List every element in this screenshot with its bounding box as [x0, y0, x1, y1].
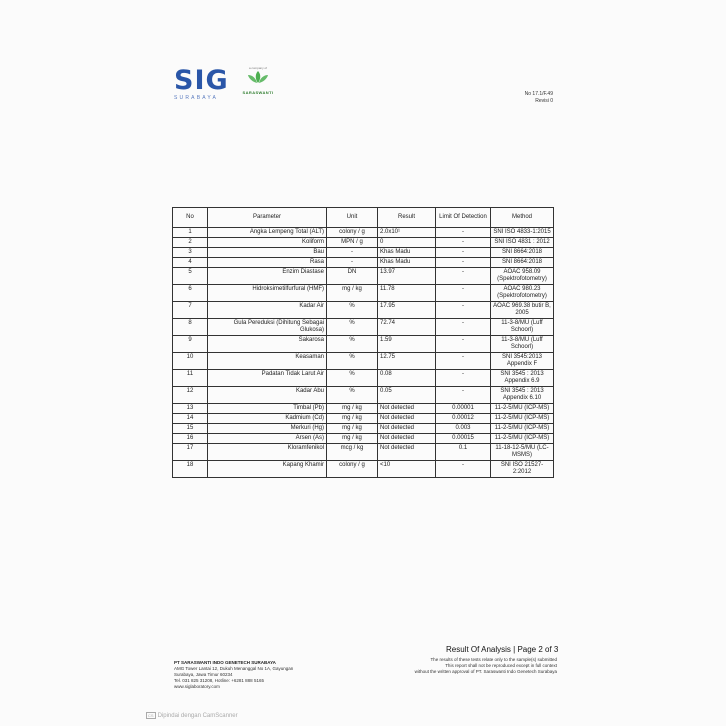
cell-parameter: Angka Lempeng Total (ALT) [208, 228, 327, 238]
header-no: No [173, 208, 208, 228]
cell-unit: % [327, 302, 378, 319]
table-row [173, 434, 554, 444]
cell-unit: mg / kg [327, 404, 378, 414]
header-result: Result [378, 208, 436, 228]
company-address-1: AMG Tower Lantai 12, Dukuh Menanggal No 1A, Gayungan [174, 666, 294, 671]
header-parameter: Parameter [208, 208, 327, 228]
cell-unit: colony / g [327, 228, 378, 238]
results-table [172, 207, 554, 478]
cell-result: 1.59 [378, 336, 436, 353]
cell-parameter: Merkuri (Hg) [208, 424, 327, 434]
disclaimer-line-1: The results of these tests relate only to the sample(s) submitted [430, 657, 557, 662]
cell-limit: - [436, 370, 491, 387]
cell-parameter: Timbal (Pb) [208, 404, 327, 414]
cell-no: 5 [173, 268, 208, 285]
cell-unit: mg / kg [327, 434, 378, 444]
cell-result: Not detected [378, 434, 436, 444]
cell-parameter: Hidroksimetilfurfural (HMF) [208, 285, 327, 302]
disclaimer-line-2: This report shall not be reproduced except in full context [445, 663, 557, 668]
cell-parameter: Keasaman [208, 353, 327, 370]
cell-no: 4 [173, 258, 208, 268]
cell-method: 11-18-12-5/MU (LC-MSMS) [491, 444, 554, 461]
cell-unit: % [327, 370, 378, 387]
disclaimer-line-3: without the written approval of PT. Saraswanti Indo Genetech Surabaya [414, 669, 557, 674]
cell-result: 72.74 [378, 319, 436, 336]
cell-no: 3 [173, 248, 208, 258]
cell-method: SNI ISO 4831 : 2012 [491, 238, 554, 248]
cell-limit: - [436, 248, 491, 258]
document-number [500, 91, 553, 105]
camscanner-watermark [146, 712, 238, 719]
table-row [173, 248, 554, 258]
saraswanti-name: SARASWANTI [242, 90, 274, 95]
cell-result: Not detected [378, 404, 436, 414]
cell-no: 8 [173, 319, 208, 336]
cell-method: SNI ISO 21527-2:2012 [491, 461, 554, 478]
cell-result: 0 [378, 238, 436, 248]
table-row [173, 404, 554, 414]
cell-method: SNI 3545 : 2013 Appendix 6.10 [491, 387, 554, 404]
sig-logo-subtitle: SURABAYA [174, 95, 219, 101]
cell-limit: 0.00015 [436, 434, 491, 444]
cell-method: 11-2-5/MU (ICP-MS) [491, 404, 554, 414]
cell-result: Khas Madu [378, 248, 436, 258]
cell-no: 9 [173, 336, 208, 353]
cell-result: <10 [378, 461, 436, 478]
header-limit: Limit Of Detection [436, 208, 491, 228]
company-info [174, 660, 344, 690]
table-row [173, 319, 554, 336]
cell-unit: % [327, 387, 378, 404]
cell-unit: - [327, 248, 378, 258]
company-name: PT SARASWANTI INDO GENETECH SURABAYA [174, 660, 276, 665]
cell-result: 12.75 [378, 353, 436, 370]
cell-parameter: Arsen (As) [208, 434, 327, 444]
table-body [173, 228, 554, 478]
doc-no-text: No 17.1/F.49 [524, 91, 553, 97]
cell-method: 11-2-5/MU (ICP-MS) [491, 414, 554, 424]
leaf-icon [247, 70, 269, 84]
cell-result: Not detected [378, 444, 436, 461]
cell-no: 1 [173, 228, 208, 238]
table-row [173, 387, 554, 404]
cell-parameter: Kadar Abu [208, 387, 327, 404]
cell-method: SNI 8664:2018 [491, 258, 554, 268]
cell-limit: - [436, 319, 491, 336]
company-website: www.siglaboratory.com [174, 684, 220, 689]
cell-unit: mg / kg [327, 285, 378, 302]
company-phone: Tel. 031 825 31208, Hotline: +6281 888 5165 [174, 678, 264, 683]
table-row [173, 302, 554, 319]
cell-method: SNI 3545 : 2013 Appendix 6.9 [491, 370, 554, 387]
cell-method: SNI 8664:2018 [491, 248, 554, 258]
cell-parameter: Kapang Khamir [208, 461, 327, 478]
cell-no: 17 [173, 444, 208, 461]
cell-result: 0.08 [378, 370, 436, 387]
cell-parameter: Koliform [208, 238, 327, 248]
cell-parameter: Sakarosa [208, 336, 327, 353]
cell-no: 11 [173, 370, 208, 387]
cell-method: AOAC 958.09 (Spektrofotometry) [491, 268, 554, 285]
table-row [173, 461, 554, 478]
cell-limit: 0.1 [436, 444, 491, 461]
cell-limit: - [436, 238, 491, 248]
cell-no: 6 [173, 285, 208, 302]
header-method: Method [491, 208, 554, 228]
sig-logo-text: SIG [174, 65, 229, 96]
cell-result: 0.05 [378, 387, 436, 404]
cell-no: 2 [173, 238, 208, 248]
cell-parameter: Enzim Diastase [208, 268, 327, 285]
table-row [173, 370, 554, 387]
cell-result: Not detected [378, 414, 436, 424]
cell-no: 14 [173, 414, 208, 424]
table-row [173, 238, 554, 248]
cell-limit: - [436, 353, 491, 370]
cell-result: 17.95 [378, 302, 436, 319]
report-disclaimer [372, 657, 557, 675]
table-row [173, 228, 554, 238]
cell-method: 11-2-5/MU (ICP-MS) [491, 424, 554, 434]
cell-unit: colony / g [327, 461, 378, 478]
cell-method: AOAC 980.23 (Spektrofotometry) [491, 285, 554, 302]
cell-parameter: Bau [208, 248, 327, 258]
camscanner-icon: CS [148, 713, 154, 718]
table-header-row [173, 208, 554, 228]
table-row [173, 285, 554, 302]
cell-method: 11-3-8/MU (Luff Schoorl) [491, 319, 554, 336]
cell-unit: DN [327, 268, 378, 285]
cell-no: 18 [173, 461, 208, 478]
table-row [173, 258, 554, 268]
cell-result: Khas Madu [378, 258, 436, 268]
cell-method: SNI 3545:2013 Appendix F [491, 353, 554, 370]
sig-logo [174, 67, 229, 101]
table-row [173, 444, 554, 461]
cell-no: 10 [173, 353, 208, 370]
cell-method: AOAC 969.38 butir B, 2005 [491, 302, 554, 319]
table-row [173, 353, 554, 370]
company-address-2: Surabaya, Jawa Timur 60234 [174, 672, 233, 677]
cell-parameter: Rasa [208, 258, 327, 268]
cell-no: 16 [173, 434, 208, 444]
report-page-title: Result Of Analysis | Page 2 of 3 [446, 645, 559, 654]
saraswanti-tagline: a company of [248, 66, 267, 70]
cell-unit: - [327, 258, 378, 268]
cell-limit: - [436, 387, 491, 404]
cell-no: 13 [173, 404, 208, 414]
cell-method: 11-2-5/MU (ICP-MS) [491, 434, 554, 444]
cell-limit: - [436, 285, 491, 302]
revision-text: Revisi 0 [535, 98, 553, 104]
table-row [173, 424, 554, 434]
cell-limit: - [436, 228, 491, 238]
cell-parameter: Kadar Air [208, 302, 327, 319]
cell-unit: mg / kg [327, 424, 378, 434]
table-row [173, 268, 554, 285]
cell-limit: 0.00012 [436, 414, 491, 424]
cell-unit: MPN / g [327, 238, 378, 248]
header-unit: Unit [327, 208, 378, 228]
saraswanti-logo [240, 66, 276, 95]
cell-limit: - [436, 461, 491, 478]
cell-method: 11-3-8/MU (Luff Schoorl) [491, 336, 554, 353]
cell-limit: - [436, 268, 491, 285]
cell-unit: mg / kg [327, 414, 378, 424]
camscanner-text: Dipindai dengan CamScanner [157, 713, 238, 719]
cell-limit: - [436, 302, 491, 319]
cell-parameter: Kloramfenikol [208, 444, 327, 461]
cell-limit: 0.003 [436, 424, 491, 434]
cell-unit: % [327, 353, 378, 370]
cell-result: Not detected [378, 424, 436, 434]
cell-unit: % [327, 319, 378, 336]
cell-result: 2.0x10¹ [378, 228, 436, 238]
cell-unit: % [327, 336, 378, 353]
cell-limit: 0.00001 [436, 404, 491, 414]
cell-method: SNI ISO 4833-1:2015 [491, 228, 554, 238]
cell-no: 15 [173, 424, 208, 434]
cell-parameter: Padatan Tidak Larut Air [208, 370, 327, 387]
cell-parameter: Kadmium (Cd) [208, 414, 327, 424]
cell-unit: mcg / kg [327, 444, 378, 461]
cell-no: 7 [173, 302, 208, 319]
cell-parameter: Gula Pereduksi (Dihitung Sebagai Glukosa) [208, 319, 327, 336]
cell-limit: - [436, 258, 491, 268]
cell-result: 11.78 [378, 285, 436, 302]
table-row [173, 336, 554, 353]
table-row [173, 414, 554, 424]
cell-no: 12 [173, 387, 208, 404]
cell-result: 13.97 [378, 268, 436, 285]
cell-limit: - [436, 336, 491, 353]
